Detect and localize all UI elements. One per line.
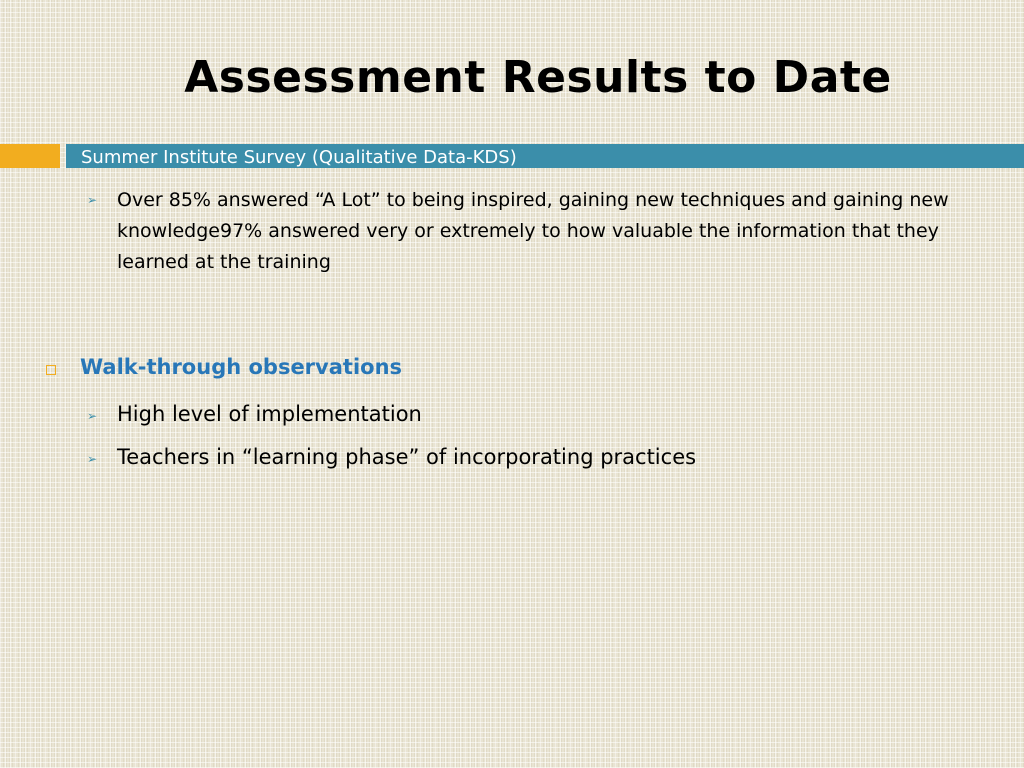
banner-text: Summer Institute Survey (Qualitative Data-KDS) [81, 147, 517, 168]
slide-title: Assessment Results to Date [184, 52, 892, 103]
walkthrough-bullet-2 [87, 436, 697, 479]
accent-block [0, 144, 60, 168]
arrowhead-icon: ➢ [87, 193, 98, 207]
arrowhead-icon: ➢ [87, 409, 98, 423]
survey-bullet [87, 185, 977, 278]
square-icon [46, 365, 56, 375]
walkthrough-heading: Walk-through observations [80, 355, 403, 379]
section-banner [66, 144, 1024, 168]
walkthrough-bullet-1-text: High level of implementation [117, 402, 422, 426]
survey-bullet-text: Over 85% answered “A Lot” to being inspired, gaining new techniques and gaining new knowledge97% answered very or extremely to how valuable the information that they learned at the training [117, 189, 949, 273]
arrowhead-icon: ➢ [87, 452, 98, 466]
walkthrough-bullet-1 [87, 393, 422, 436]
walkthrough-bullet-2-text: Teachers in “learning phase” of incorporating practices [117, 445, 697, 469]
